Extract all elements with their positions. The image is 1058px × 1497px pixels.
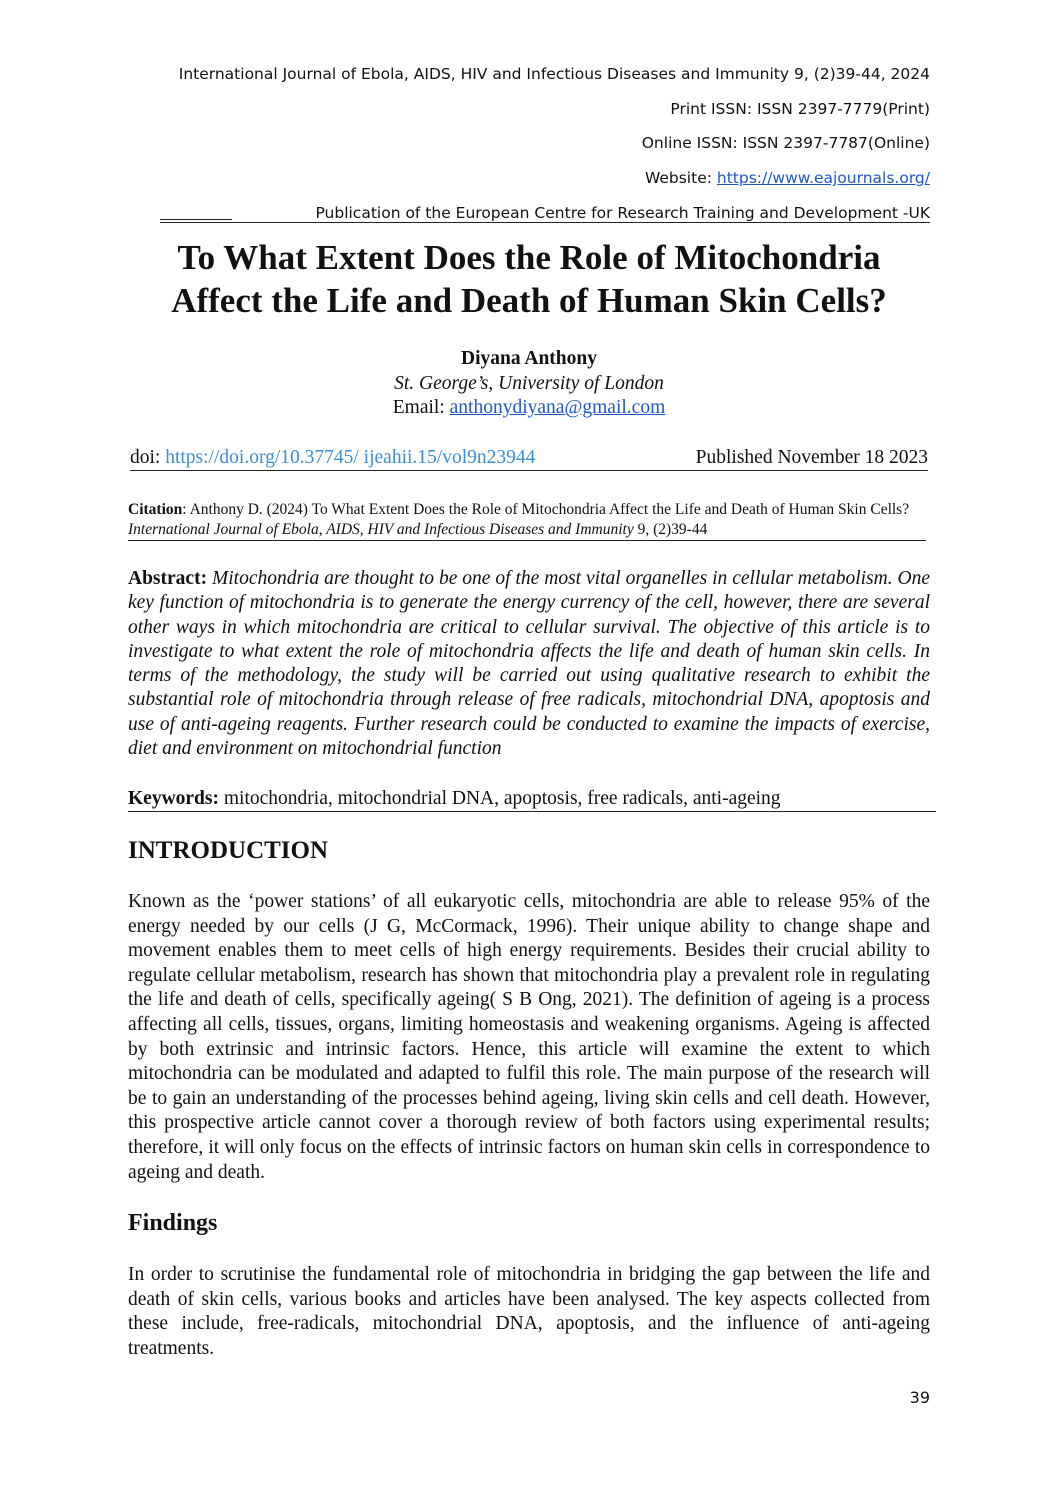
journal-line: International Journal of Ebola, AIDS, HIV and Infectious Diseases and Immunity 9, (2)39-44, 2024: [178, 65, 930, 83]
article-title-line-2: Affect the Life and Death of Human Skin Cells?: [171, 281, 887, 320]
abstract-label: Abstract:: [128, 568, 208, 589]
doi-link-part-1[interactable]: https://doi.org/10.37745/: [165, 447, 359, 468]
citation-text: : Anthony D. (2024) To What Extent Does the Role of Mitochondria Affect the Life and Death of Human Skin Cells?: [182, 501, 910, 518]
print-issn: Print ISSN: ISSN 2397-7779(Print): [670, 100, 930, 118]
website-label: Website:: [644, 169, 717, 187]
citation: [128, 500, 932, 540]
citation-rule: [128, 540, 926, 541]
findings-text: In order to scrutinise the fundamental role of mitochondria in bridging the gap between the life and death of skin cells, various books and articles have been analysed. The key aspects collected from these include, free-radicals, mitochondrial DNA, apoptosis, and the influence of anti-ageing treatments.: [128, 1264, 930, 1359]
article-title-line-1: To What Extent Does the Role of Mitochondria: [177, 238, 881, 277]
published-date: Published November 18 2023: [695, 447, 928, 468]
introduction-heading: INTRODUCTION: [128, 837, 329, 864]
author-email-line: [0, 396, 1058, 420]
citation-volume: 9, (2)39-44: [633, 521, 708, 538]
doi-label: doi:: [130, 447, 166, 468]
publication-line: Publication of the European Centre for Research Training and Development -UK: [315, 204, 930, 222]
website-line: [645, 168, 930, 188]
page-number: 39: [909, 1388, 930, 1407]
keywords-label: Keywords:: [128, 788, 219, 809]
findings-heading: Findings: [128, 1210, 218, 1236]
author-name: Diyana Anthony: [460, 348, 597, 369]
keywords-text: mitochondria, mitochondrial DNA, apoptosis, free radicals, anti-ageing: [219, 788, 781, 809]
doi-link-part-2[interactable]: ijeahii.15/vol9n23944: [363, 447, 536, 468]
introduction-text: Known as the ‘power stations’ of all eukaryotic cells, mitochondria are able to release 95% of the energy needed by our cells (J G, McCormack, 1996). Their unique ability to change shape and movement enables them to meet cells of high energy requirements. Besides their crucial ability to regulate cellular metabolism, research has shown that mitochondria play a prevalent role in regulating the life and death of cells, specifically ageing( S B Ong, 2021). The definition of ageing is a process affecting all cells, tissues, organs, limiting homeostasis and weakening organisms. Ageing is affected by both extrinsic and intrinsic factors. Hence, this article will examine the extent to which mitochondria can be modulated and adapted to fulfil this role. The main purpose of the research will be to gain an understanding of the processes behind ageing, living skin cells and cell death. However, this prospective article cannot cover a thorough review of both factors using experimental results; therefore, it will only focus on the effects of intrinsic factors on human skin cells in correspondence to ageing and death.: [128, 891, 930, 1183]
email-link[interactable]: anthonydiyana@gmail.com: [449, 397, 666, 418]
doi-line: [130, 446, 928, 471]
author-affiliation: St. George’s, University of London: [394, 373, 664, 394]
website-link[interactable]: https://www.eajournals.org/: [716, 169, 930, 187]
abstract: [128, 567, 930, 761]
email-label: Email:: [392, 397, 450, 418]
online-issn: Online ISSN: ISSN 2397-7787(Online): [641, 134, 930, 152]
header-rule-long: [160, 222, 930, 223]
citation-journal: International Journal of Ebola, AIDS, HIV and Infectious Diseases and Immunity: [128, 521, 634, 538]
header-rule: [160, 219, 232, 220]
abstract-text: Mitochondria are thought to be one of the most vital organelles in cellular metabolism. One key function of mitochondria is to generate the energy currency of the cell, however, there are several other ways in which mitochondria are critical to cellular survival. The objective of this article is to investigate to what extent the role of mitochondria affects the life and death of human skin cells. In terms of the methodology, the study will be carried out using qualitative research to exhibit the substantial role of mitochondria through release of free radicals, mitochondrial DNA, apoptosis and use of anti-ageing reagents. Further research could be conducted to examine the impacts of exercise, diet and environment on mitochondrial function: [128, 568, 930, 760]
keywords: [128, 787, 936, 812]
citation-label: Citation: [128, 501, 183, 518]
